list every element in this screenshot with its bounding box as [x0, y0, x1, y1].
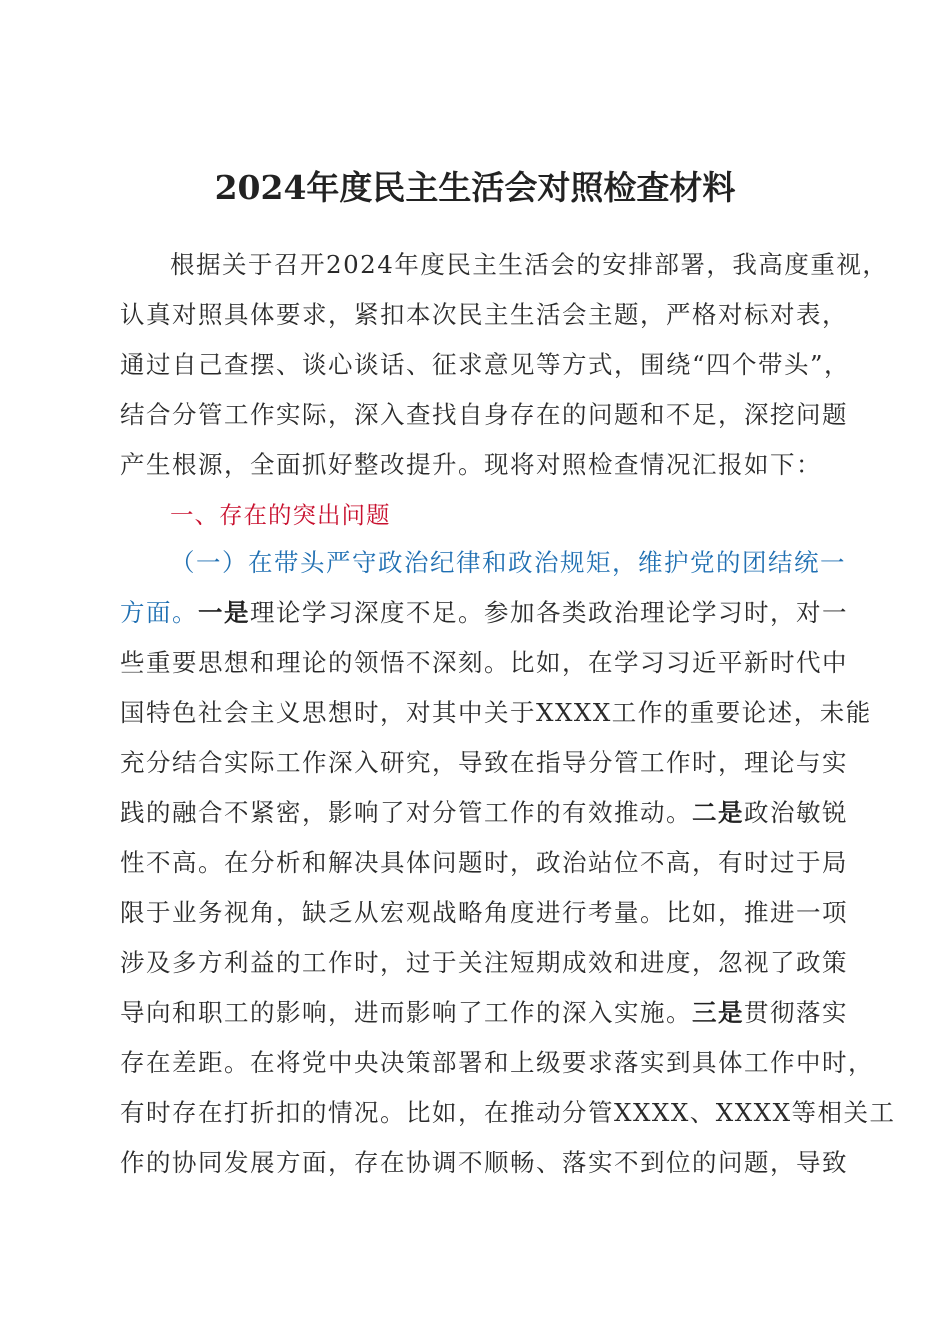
subsection-heading-end: 方面。: [120, 598, 198, 627]
intro-line-4: 结合分管工作实际，深入查找自身存在的问题和不足，深挖问题: [120, 400, 848, 429]
paragraph-line-6: 性不高。在分析和解决具体问题时，政治站位不高，有时过于局: [120, 848, 848, 877]
intro-line-5: 产生根源，全面抓好整改提升。现将对照检查情况汇报如下：: [120, 450, 822, 479]
point-marker-one: 一是: [198, 598, 250, 627]
paragraph-line-9: [120, 988, 848, 1038]
paragraph-text: 导向和职工的影响，进而影响了工作的深入实施。: [120, 998, 692, 1027]
paragraph-line-1: [120, 588, 848, 638]
paragraph-line-7: 限于业务视角，缺乏从宏观战略角度进行考量。比如，推进一项: [120, 898, 848, 927]
section-heading: 一、存在的突出问题: [170, 501, 391, 529]
paragraph-line-5: [120, 788, 848, 838]
paragraph-line-4: 充分结合实际工作深入研究，导致在指导分管工作时，理论与实: [120, 748, 848, 777]
paragraph-text: 理论学习深度不足。参加各类政治理论学习时，对一: [250, 598, 848, 627]
paragraph-text: 政治敏锐: [744, 798, 848, 827]
point-marker-three: 三是: [692, 998, 744, 1027]
paragraph-text: 贯彻落实: [744, 998, 848, 1027]
intro-line-2: 认真对照具体要求，紧扣本次民主生活会主题，严格对标对表，: [120, 300, 848, 329]
paragraph-line-3: 国特色社会主义思想时，对其中关于XXXX工作的重要论述，未能: [120, 698, 872, 727]
paragraph-line-12: 作的协同发展方面，存在协调不顺畅、落实不到位的问题，导致: [120, 1148, 848, 1177]
paragraph-line-10: 存在差距。在将党中央决策部署和上级要求落实到具体工作中时，: [120, 1048, 874, 1077]
paragraph-text: 践的融合不紧密，影响了对分管工作的有效推动。: [120, 798, 692, 827]
paragraph-line-11: 有时存在打折扣的情况。比如，在推动分管XXXX、XXXX等相关工: [120, 1098, 896, 1127]
point-marker-two: 二是: [692, 798, 744, 827]
paragraph-line-8: 涉及多方利益的工作时，过于关注短期成效和进度，忽视了政策: [120, 948, 848, 977]
paragraph-line-2: 些重要思想和理论的领悟不深刻。比如，在学习习近平新时代中: [120, 648, 848, 677]
intro-line-3: 通过自己查摆、谈心谈话、征求意见等方式，围绕“四个带头”，: [120, 350, 851, 379]
intro-line-1: 根据关于召开2024年度民主生活会的安排部署，我高度重视，: [170, 250, 889, 279]
document-title: 2024年度民主生活会对照检查材料: [214, 168, 736, 207]
subsection-heading: （一）在带头严守政治纪律和政治规矩，维护党的团结统一: [170, 548, 846, 577]
